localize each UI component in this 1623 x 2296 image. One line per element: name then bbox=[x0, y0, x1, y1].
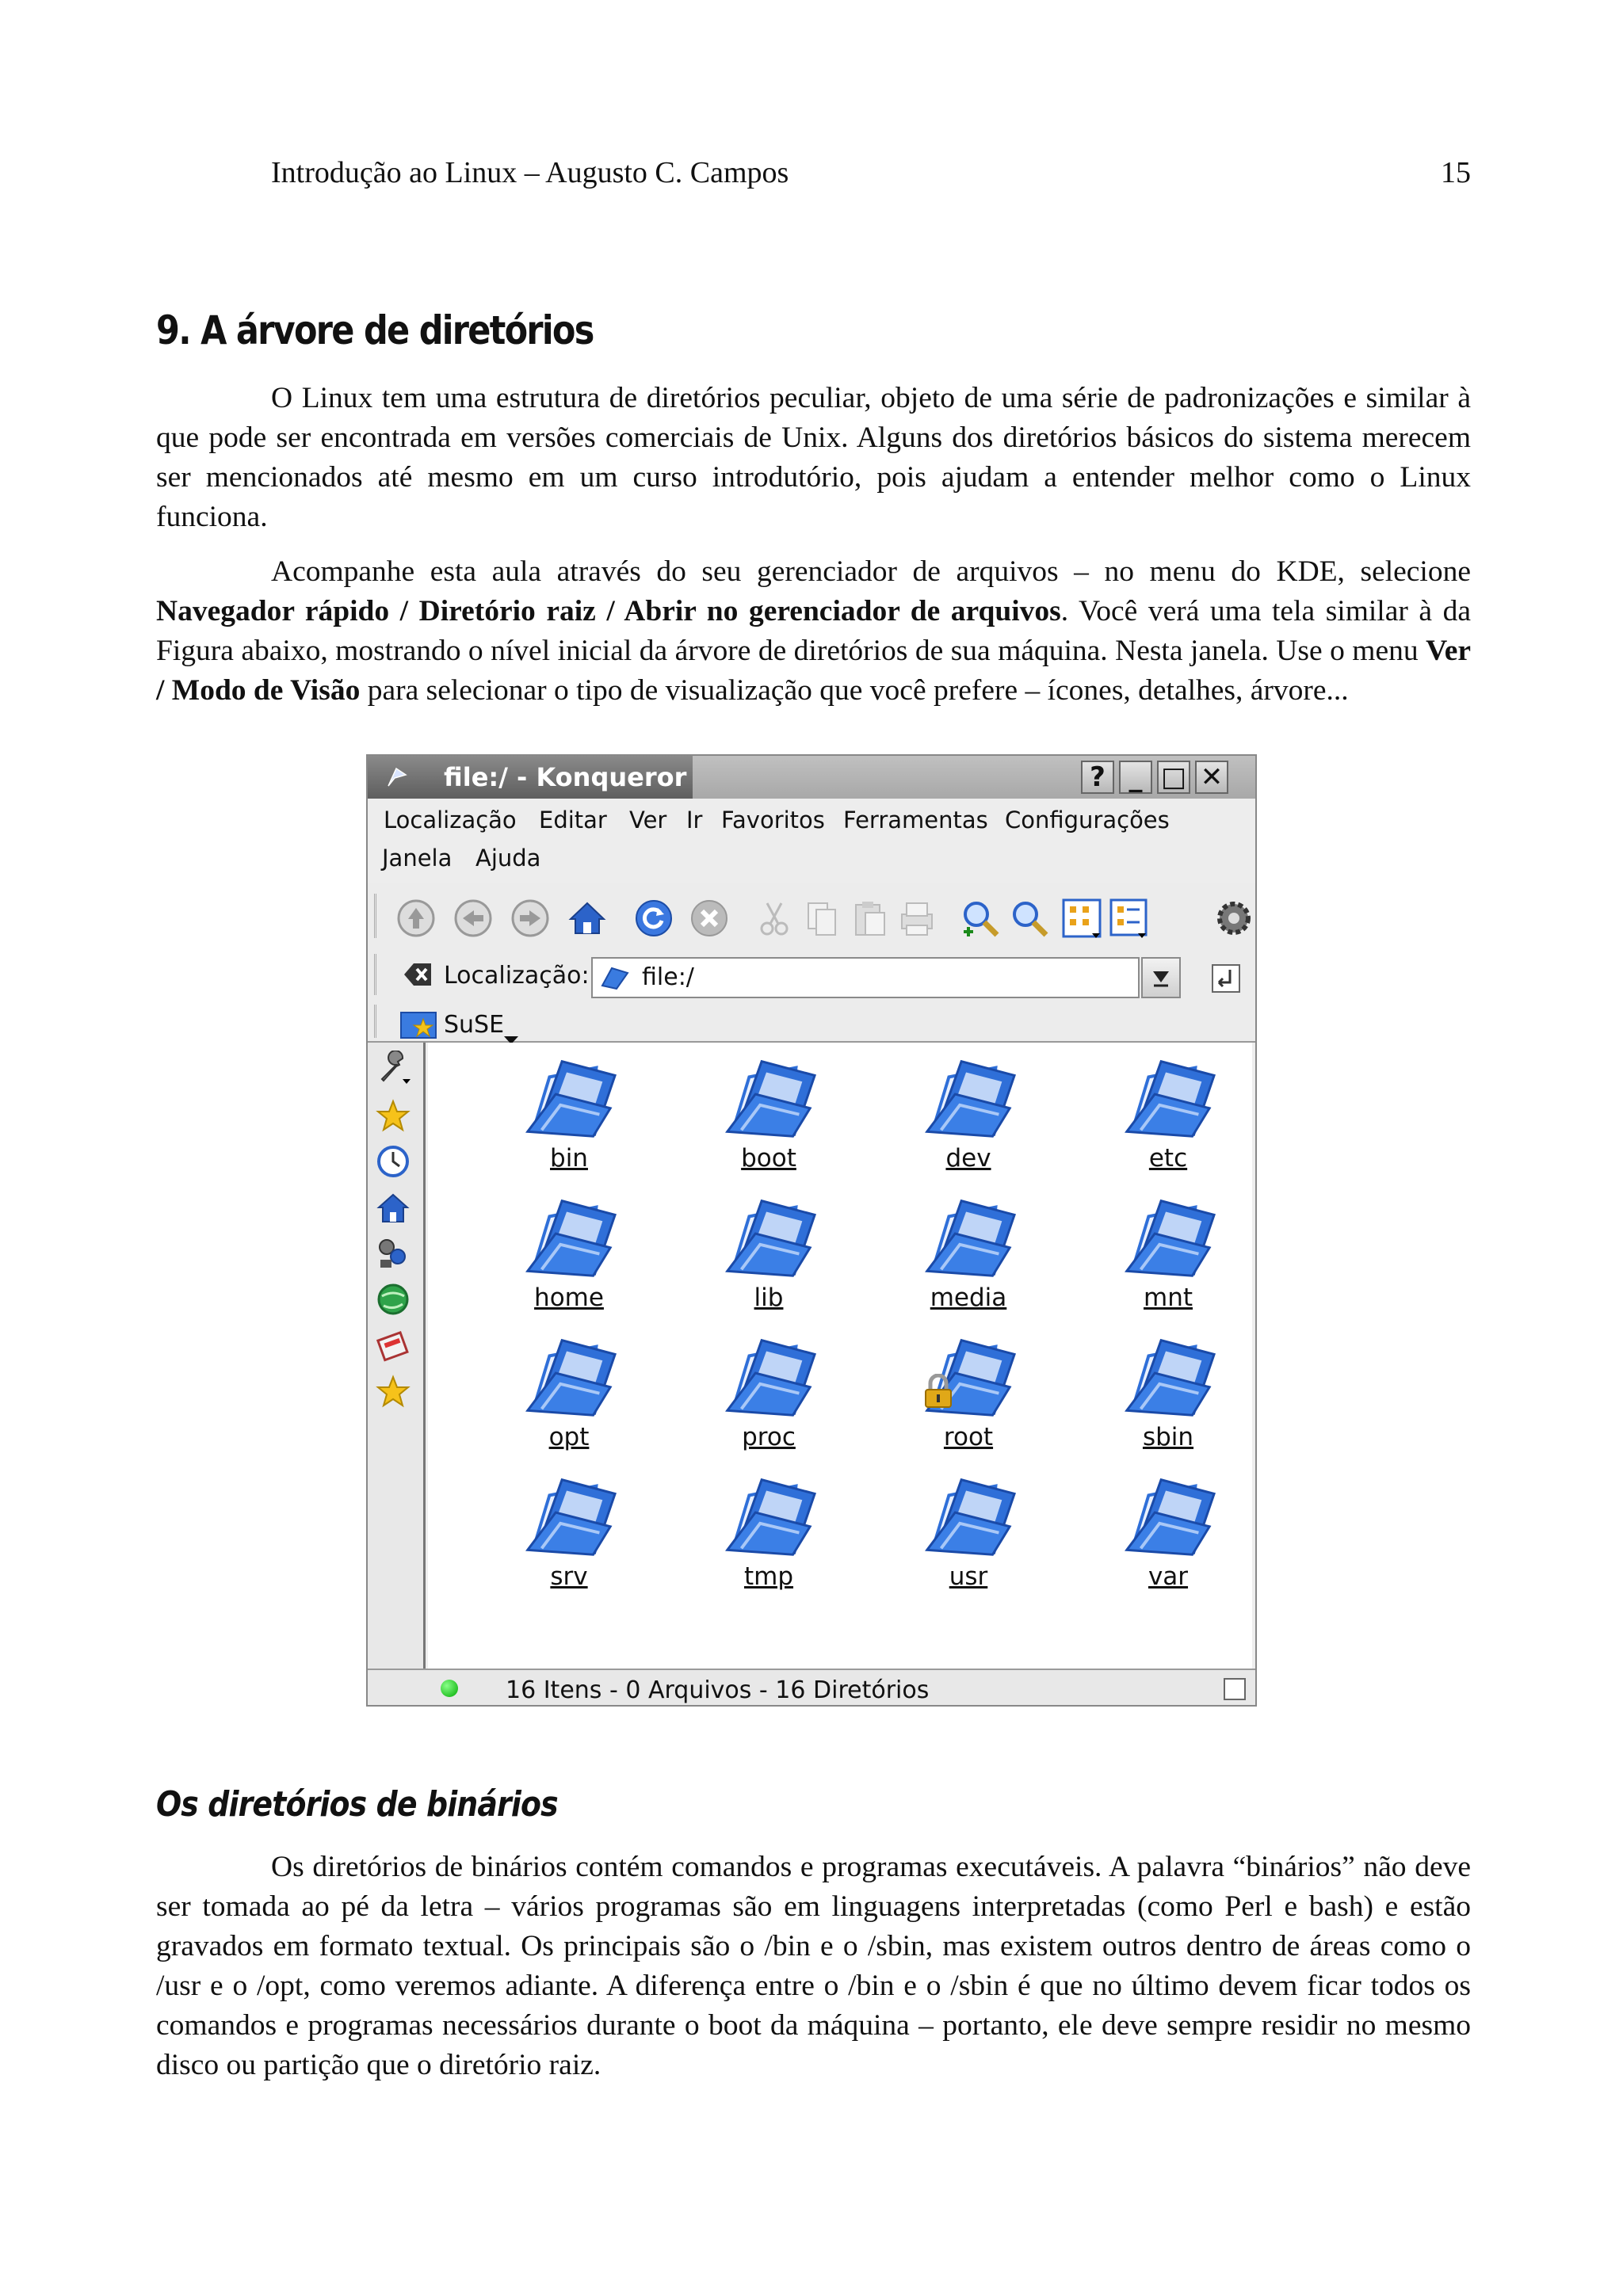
konqueror-icon bbox=[385, 765, 409, 789]
running-title: Introdução ao Linux – Augusto C. Campos bbox=[271, 156, 789, 189]
folder-icon bbox=[518, 1190, 620, 1282]
folder-label: etc bbox=[1148, 1144, 1188, 1173]
section-title: 9. A árvore de diretórios bbox=[156, 307, 594, 353]
menu-ver[interactable]: Ver bbox=[629, 807, 667, 833]
menu-ferramentas[interactable]: Ferramentas bbox=[843, 807, 988, 833]
folder-label: home bbox=[534, 1283, 604, 1312]
copy-icon[interactable] bbox=[800, 897, 843, 940]
paste-icon[interactable] bbox=[848, 897, 891, 940]
bookmark-star-icon[interactable] bbox=[376, 1098, 411, 1133]
status-bar bbox=[368, 1669, 1255, 1707]
reload-icon[interactable] bbox=[632, 897, 675, 940]
folder-item[interactable] bbox=[889, 1469, 1048, 1608]
cut-icon[interactable] bbox=[753, 897, 796, 940]
folder-label: root bbox=[943, 1423, 994, 1451]
location-bar bbox=[368, 946, 1255, 1001]
folder-label: bin bbox=[550, 1144, 588, 1173]
binaries-text: Os diretórios de binários contém comandos e programas executáveis. A palavra “binários” não deve ser tomada ao pé da letra – vários programas são em linguagens interpretadas (como Perl e bash) e estão gravados em formato textual. Os principais são o /bin e o /sbin, mas existem outros dentro de áreas como o /usr e o /opt, como veremos adiante. A diferença entre o /bin e o /sbin é que no último devem ficar todos os comandos e programas necessários durante o boot da máquina – portanto, ele deve sempre residir no mesmo disco ou partição que o diretório raiz. bbox=[156, 1851, 1471, 2081]
folder-icon bbox=[1117, 1329, 1219, 1421]
folder-item[interactable] bbox=[689, 1469, 848, 1608]
menu-path-bold: Navegador rápido / Diretório raiz / Abrir no gerenciador de arquivos bbox=[156, 595, 1061, 627]
folder-item[interactable] bbox=[689, 1329, 848, 1469]
folder-icon bbox=[918, 1469, 1019, 1561]
folder-item[interactable] bbox=[490, 1469, 648, 1608]
folder-item[interactable] bbox=[490, 1190, 648, 1329]
folder-label: dev bbox=[945, 1144, 991, 1173]
globe-icon[interactable] bbox=[376, 1282, 411, 1317]
view-mode-bold: Ver / Modo de Visão bbox=[156, 635, 1471, 707]
instructions-paragraph bbox=[156, 552, 1471, 711]
folder-item[interactable] bbox=[889, 1051, 1048, 1190]
folder-label: opt bbox=[548, 1423, 590, 1451]
folder-label: sbin bbox=[1142, 1423, 1194, 1451]
minimize-button[interactable]: _ bbox=[1119, 761, 1152, 794]
folder-item[interactable] bbox=[689, 1051, 848, 1190]
folder-item[interactable] bbox=[1089, 1190, 1247, 1329]
history-clock-icon[interactable] bbox=[376, 1144, 411, 1179]
star-icon[interactable] bbox=[376, 1374, 411, 1409]
folder-label: var bbox=[1148, 1562, 1189, 1591]
network-icon[interactable] bbox=[376, 1236, 411, 1271]
folder-item[interactable] bbox=[1089, 1469, 1247, 1608]
window-title: file:/ - Konqueror bbox=[444, 762, 687, 792]
bookmark-bar bbox=[368, 1001, 1255, 1041]
help-button[interactable]: ? bbox=[1081, 761, 1114, 794]
menu-editar[interactable]: Editar bbox=[539, 807, 607, 833]
intro-paragraph bbox=[156, 379, 1471, 537]
folder-item[interactable] bbox=[689, 1190, 848, 1329]
folder-item[interactable] bbox=[490, 1329, 648, 1469]
locked-folder-icon bbox=[918, 1329, 1019, 1421]
icon-view-icon[interactable] bbox=[1060, 897, 1103, 940]
folder-item[interactable] bbox=[490, 1051, 648, 1190]
forward-arrow-icon[interactable] bbox=[509, 897, 552, 940]
menu-configuracoes[interactable]: Configurações bbox=[1005, 807, 1170, 833]
status-indicator-icon bbox=[441, 1680, 458, 1697]
folder-icon bbox=[518, 1329, 620, 1421]
zoom-out-icon[interactable] bbox=[1008, 897, 1051, 940]
location-history-dropdown[interactable] bbox=[1141, 957, 1181, 998]
folder-icon bbox=[918, 1051, 1019, 1142]
folder-item[interactable] bbox=[1089, 1051, 1247, 1190]
menu-janela[interactable]: Janela bbox=[382, 845, 453, 871]
folder-label: srv bbox=[550, 1562, 588, 1591]
bookmark-grip[interactable] bbox=[374, 1005, 383, 1038]
window-titlebar[interactable] bbox=[368, 756, 1255, 799]
clear-location-icon[interactable] bbox=[403, 960, 433, 989]
go-icon[interactable] bbox=[1211, 963, 1241, 994]
chevron-down-icon bbox=[1143, 959, 1179, 997]
folder-icon bbox=[518, 1051, 620, 1142]
folder-label: proc bbox=[742, 1423, 796, 1451]
maximize-button[interactable]: □ bbox=[1157, 761, 1190, 794]
menu-ir[interactable]: Ir bbox=[686, 807, 703, 833]
print-icon[interactable] bbox=[896, 897, 938, 940]
folder-icon bbox=[718, 1051, 819, 1142]
home-icon[interactable] bbox=[566, 897, 609, 940]
wrench-icon[interactable] bbox=[376, 1051, 411, 1085]
bookmark-folder-icon bbox=[399, 1008, 439, 1039]
folder-icon bbox=[718, 1190, 819, 1282]
folder-icon bbox=[1117, 1469, 1219, 1561]
status-text: 16 Itens - 0 Arquivos - 16 Diretórios bbox=[506, 1676, 930, 1704]
close-button[interactable]: ✕ bbox=[1195, 761, 1228, 794]
main-toolbar bbox=[368, 883, 1255, 1043]
page-number: 15 bbox=[1441, 156, 1471, 189]
services-icon[interactable] bbox=[376, 1328, 411, 1363]
menu-ajuda[interactable]: Ajuda bbox=[475, 845, 541, 871]
home-folder-icon[interactable] bbox=[376, 1190, 411, 1225]
folder-item[interactable] bbox=[889, 1190, 1048, 1329]
location-grip[interactable] bbox=[374, 954, 383, 995]
intro-text: O Linux tem uma estrutura de diretórios peculiar, objeto de uma série de padronizações e similar à que pode ser encontrada em versões comerciais de Unix. Alguns dos diretórios básicos do sistema merecem ser mencionados até mesmo em um curso introdutório, pois ajudam a entender melhor como o Linux funciona. bbox=[156, 382, 1471, 533]
folder-icon bbox=[718, 1329, 819, 1421]
location-label: Localização: bbox=[444, 962, 590, 990]
toolbar-grip[interactable] bbox=[374, 894, 383, 938]
gear-icon[interactable] bbox=[1212, 897, 1255, 940]
konqueror-window bbox=[366, 754, 1257, 1707]
instructions-text-2: . Você verá uma tela similar à da Figura abaixo, mostrando o nível inicial da árvore de diretórios de sua máquina. Nesta janela. Use o menu bbox=[156, 595, 1471, 667]
list-view-icon[interactable] bbox=[1108, 897, 1151, 940]
back-arrow-icon[interactable] bbox=[452, 897, 495, 940]
menu-favoritos[interactable]: Favoritos bbox=[721, 807, 825, 833]
subsection-title: Os diretórios de binários bbox=[156, 1784, 558, 1825]
folder-icon bbox=[918, 1190, 1019, 1282]
location-input[interactable]: file:/ bbox=[591, 957, 1140, 998]
folder-url-icon bbox=[601, 965, 629, 990]
folder-label: tmp bbox=[743, 1562, 794, 1591]
folder-icon bbox=[1117, 1190, 1219, 1282]
folder-label: mnt bbox=[1144, 1283, 1193, 1312]
menu-localizacao[interactable]: Localização bbox=[384, 807, 517, 833]
folder-item[interactable] bbox=[1089, 1329, 1247, 1469]
folder-label: boot bbox=[741, 1144, 796, 1173]
binaries-paragraph bbox=[156, 1848, 1471, 2085]
folder-item-locked[interactable] bbox=[889, 1329, 1048, 1469]
up-arrow-icon[interactable] bbox=[395, 897, 437, 940]
folder-label: usr bbox=[949, 1562, 988, 1591]
bookmark-suse[interactable]: SuSE bbox=[444, 1011, 505, 1039]
zoom-in-icon[interactable] bbox=[959, 897, 1002, 940]
navigation-sidebar bbox=[368, 1043, 426, 1669]
stop-icon[interactable] bbox=[688, 897, 731, 940]
folder-label: media bbox=[930, 1283, 1007, 1312]
folder-icon bbox=[718, 1469, 819, 1561]
instructions-text-1: Acompanhe esta aula através do seu gerenciador de arquivos – no menu do KDE, selecione bbox=[271, 555, 1471, 588]
menu-bar bbox=[368, 799, 1255, 883]
file-view bbox=[428, 1043, 1252, 1669]
link-view-icon[interactable] bbox=[1224, 1678, 1246, 1700]
folder-label: lib bbox=[754, 1283, 784, 1312]
folder-icon bbox=[1117, 1051, 1219, 1142]
folder-icon bbox=[518, 1469, 620, 1561]
instructions-text-3: para selecionar o tipo de visualização que você prefere – ícones, detalhes, árvore... bbox=[360, 674, 1349, 707]
